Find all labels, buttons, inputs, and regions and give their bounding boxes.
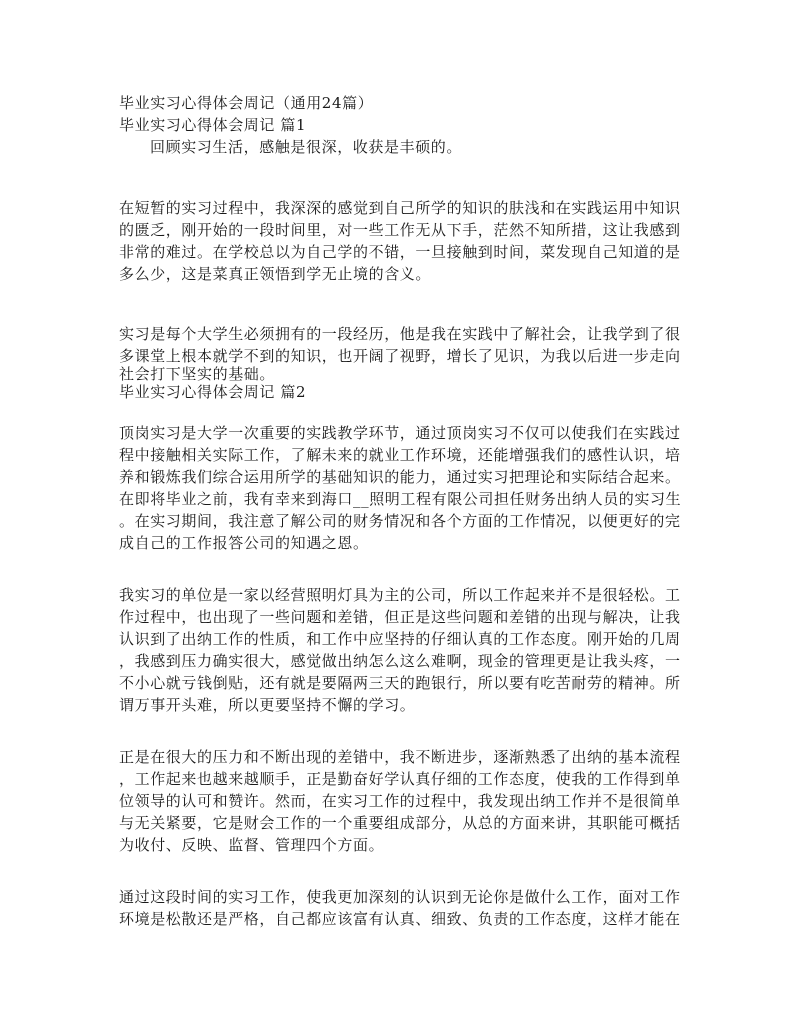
section-intro-1: 回顾实习生活，感触是很深，收获是丰硕的。 — [150, 138, 463, 156]
paragraph-line: 位领导的认可和赞许。然而，在实习工作的过程中，我发现出纳工作并不是很简单 — [119, 792, 681, 810]
paragraph-line: ，我感到压力确实很大，感觉做出纳怎么这么难啊，现金的管理更是让我头疼，一 — [119, 652, 681, 670]
paragraph-line: 非常的难过。在学校总以为自己学的不错，一旦接触到时间，菜发现自己知道的是 — [119, 243, 681, 261]
paragraph-line: 在短暂的实习过程中，我深深的感觉到自己所学的知识的肤浅和在实践运用中知识 — [119, 199, 681, 217]
document-title: 毕业实习心得体会周记（通用24篇） — [119, 94, 374, 112]
section-heading-2: 毕业实习心得体会周记 篇2 — [119, 383, 307, 401]
paragraph-line: 多课堂上根本就学不到的知识，也开阔了视野，增长了见识，为我以后进一步走向 — [119, 347, 681, 365]
paragraph-line: 的匮乏，刚开始的一段时间里，对一些工作无从下手，茫然不知所措，这让我感到 — [119, 221, 681, 239]
paragraph-line: 为收付、反映、监督、管理四个方面。 — [119, 836, 385, 854]
paragraph-line: 社会打下坚实的基础。 — [119, 365, 276, 383]
paragraph-line: 程中接触相关实际工作，了解未来的就业工作环境，还能增强我们的感性认识，培 — [119, 446, 681, 464]
paragraph-line: 通过这段时间的实习工作，使我更加深刻的认识到无论你是做什么工作，面对工作 — [119, 888, 681, 906]
paragraph-line: 我实习的单位是一家以经营照明灯具为主的公司，所以工作起来并不是很轻松。工 — [119, 586, 681, 604]
paragraph-line: 作过程中，也出现了一些问题和差错，但正是这些问题和差错的出现与解决，让我 — [119, 608, 681, 626]
paragraph-line: 。在实习期间，我注意了解公司的财务情况和各个方面的工作情况，以便更好的完 — [119, 512, 681, 530]
paragraph-line: 实习是每个大学生必须拥有的一段经历，他是我在实践中了解社会，让我学到了很 — [119, 325, 681, 343]
paragraph-line: 顶岗实习是大学一次重要的实践教学环节，通过顶岗实习不仅可以使我们在实践过 — [119, 424, 681, 442]
paragraph-line: 在即将毕业之前，我有幸来到海口__照明工程有限公司担任财务出纳人员的实习生 — [119, 490, 682, 508]
paragraph-line: 谓万事开头难，所以更要坚持不懈的学习。 — [119, 696, 416, 714]
paragraph-line: 不小心就亏钱倒贴，还有就是要隔两三天的跑银行，所以要有吃苦耐劳的精神。所 — [119, 674, 681, 692]
paragraph-line: 环境是松散还是严格，自己都应该富有认真、细致、负责的工作态度，这样才能在 — [119, 910, 681, 928]
paragraph-line: 与无关紧要，它是财会工作的一个重要组成部分，从总的方面来讲，其职能可概括 — [119, 814, 681, 832]
paragraph-line: 多么少，这是菜真正领悟到学无止境的含义。 — [119, 265, 432, 283]
paragraph-line: 养和锻炼我们综合运用所学的基础知识的能力，通过实习把理论和实际结合起来。 — [119, 468, 681, 486]
paragraph-line: 正是在很大的压力和不断出现的差错中，我不断进步，逐渐熟悉了出纳的基本流程 — [119, 748, 681, 766]
paragraph-line: ，工作起来也越来越顺手，正是勤奋好学认真仔细的工作态度，使我的工作得到单 — [119, 770, 681, 788]
paragraph-line: 认识到了出纳工作的性质，和工作中应坚持的仔细认真的工作态度。刚开始的几周 — [119, 630, 681, 648]
section-heading-1: 毕业实习心得体会周记 篇1 — [119, 116, 307, 134]
paragraph-line: 成自己的工作报答公司的知遇之恩。 — [119, 534, 369, 552]
